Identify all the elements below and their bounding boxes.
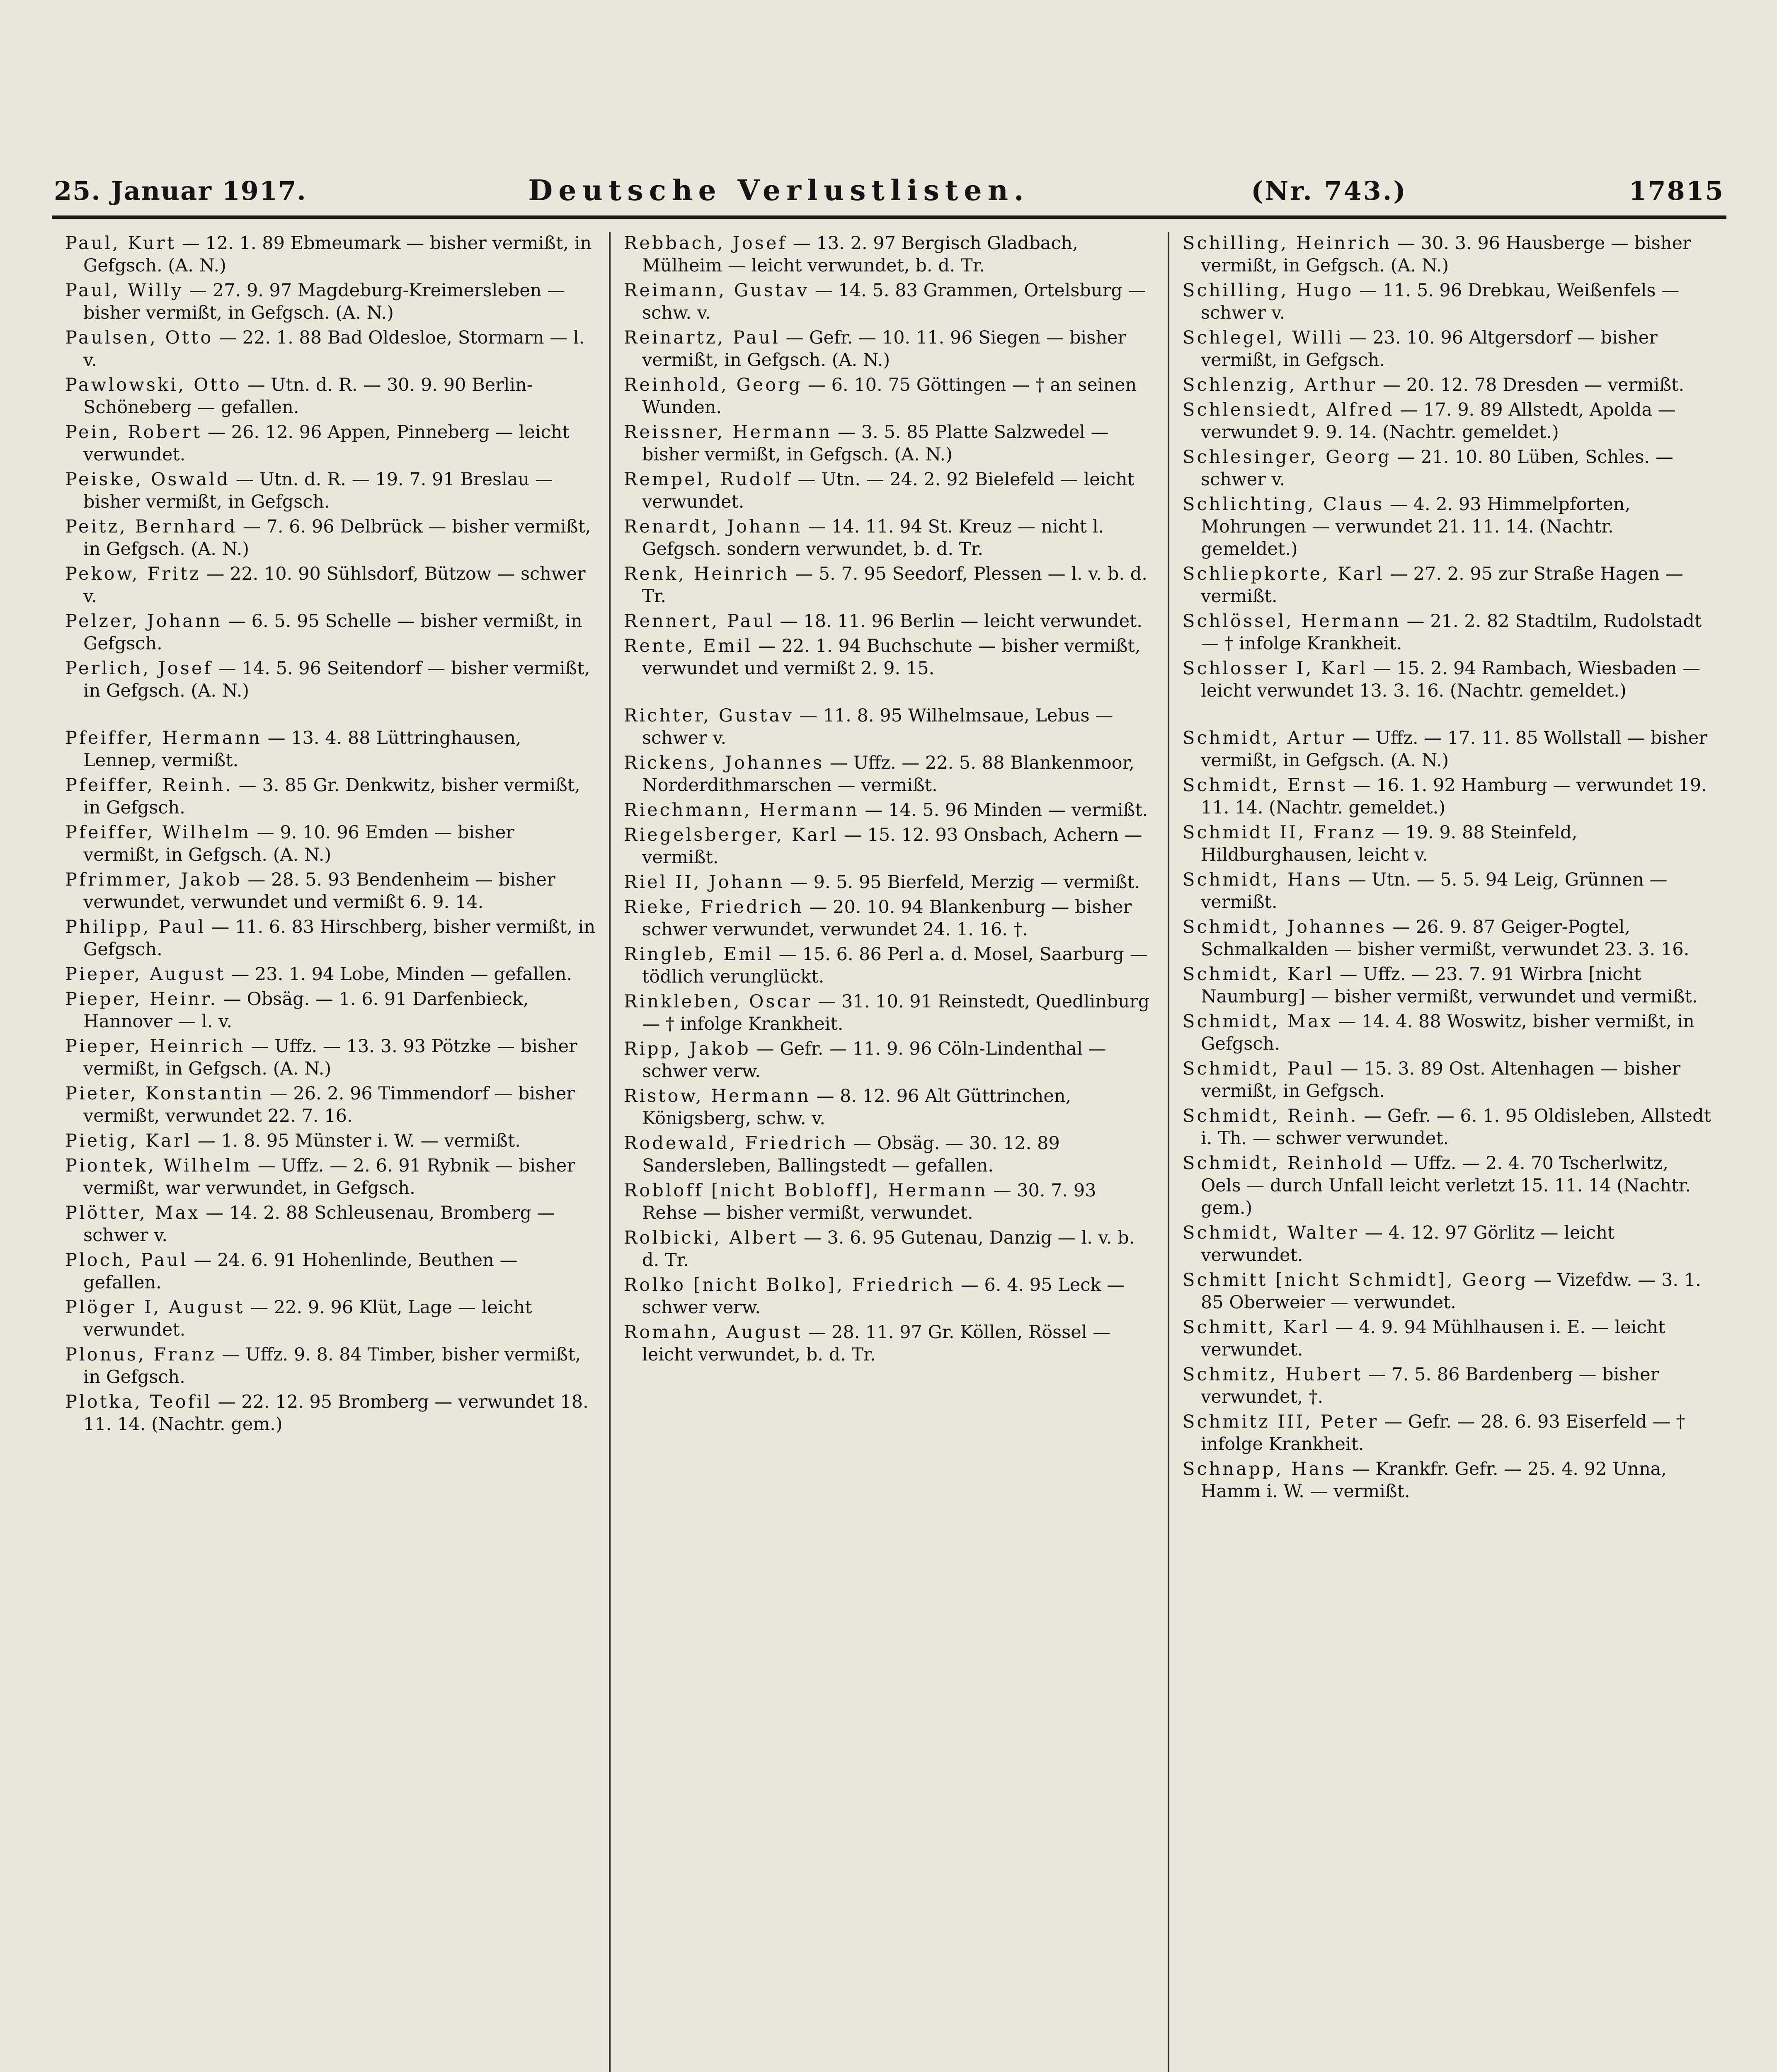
header-rule	[52, 215, 1726, 219]
entry-details: — Uffz. — 2. 6. 91 Rybnik — bisher vermißt, war verwundet, in Gefgsch.	[83, 1155, 575, 1198]
entry-details: — 11. 8. 95 Wilhelmsaue, Lebus — schwer v.	[642, 705, 1113, 748]
list-item	[1183, 327, 1713, 371]
entry-details: — 22. 1. 94 Buchschute — bisher vermißt, verwundet und vermißt 2. 9. 15.	[642, 636, 1141, 679]
entry-name: Schmidt, Hans	[1183, 869, 1343, 890]
entry-name: Pietig, Karl	[65, 1130, 192, 1151]
section-gap	[1183, 704, 1713, 727]
list-item	[624, 563, 1154, 608]
entry-name: Schlensiedt, Alfred	[1183, 399, 1394, 420]
entry-name: Schmitz, Hubert	[1183, 1364, 1363, 1385]
entry-details: — 31. 10. 91 Reinstedt, Quedlinburg — † infolge Krankheit.	[642, 991, 1150, 1034]
entry-name: Plotka, Teofil	[65, 1392, 212, 1412]
list-item	[65, 916, 596, 961]
list-group	[65, 727, 596, 1435]
list-item	[65, 327, 596, 371]
entry-details: — Uffz. — 22. 5. 88 Blankenmoor, Norderdithmarschen — vermißt.	[642, 753, 1135, 796]
entry-details: — 15. 3. 89 Ost. Altenhagen — bisher vermißt, in Gefgsch.	[1201, 1058, 1681, 1101]
entry-details: — 20. 10. 94 Blankenburg — bisher schwer verwundet, verwundet 24. 1. 16. †.	[642, 897, 1132, 940]
list-item	[624, 610, 1154, 632]
entry-details: — 14. 11. 94 St. Kreuz — nicht l. Gefgsch. sondern verwundet, b. d. Tr.	[642, 516, 1104, 559]
list-item	[624, 1321, 1154, 1366]
list-item	[65, 279, 596, 324]
list-item	[624, 374, 1154, 419]
list-item	[1183, 279, 1713, 324]
entry-name: Reinartz, Paul	[624, 327, 780, 348]
list-item	[624, 516, 1154, 560]
entry-details: — 14. 5. 96 Seitendorf — bisher vermißt, in Gefgsch. (A. N.)	[83, 658, 590, 701]
section-gap	[65, 704, 596, 727]
list-item	[624, 1085, 1154, 1130]
entry-details: — 11. 5. 96 Drebkau, Weißenfels — schwer v.	[1201, 280, 1680, 323]
list-item	[65, 516, 596, 560]
entry-details: — 22. 1. 88 Bad Oldesloe, Stormarn — l. v.	[83, 327, 585, 370]
section-gap	[624, 682, 1154, 704]
entry-name: Rente, Emil	[624, 636, 753, 656]
entry-name: Plötter, Max	[65, 1203, 200, 1223]
list-item	[624, 279, 1154, 324]
entry-details: — Uffz. — 2. 4. 70 Tscherlwitz, Oels — durch Unfall leicht verletzt 15. 11. 14 (Nachtr. gem.)	[1201, 1153, 1691, 1218]
column-2	[609, 232, 1168, 2072]
list-item	[1183, 493, 1713, 560]
list-item	[65, 821, 596, 866]
entry-name: Piontek, Wilhelm	[65, 1155, 252, 1176]
entry-name: Rempel, Rudolf	[624, 469, 792, 490]
entry-details: — 19. 9. 88 Steinfeld, Hildburghausen, leicht v.	[1201, 822, 1578, 865]
list-item	[624, 1274, 1154, 1319]
entry-details: — 1. 8. 95 Münster i. W. — vermißt.	[197, 1130, 521, 1151]
entry-details: — 14. 4. 88 Woswitz, bisher vermißt, in Gefgsch.	[1201, 1011, 1695, 1054]
entry-name: Schmidt, Walter	[1183, 1222, 1360, 1243]
list-item	[65, 468, 596, 513]
issue-date: 25. Januar 1917.	[54, 175, 307, 206]
entry-name: Peitz, Bernhard	[65, 516, 238, 537]
column-1	[52, 232, 609, 2072]
list-item	[1183, 1269, 1713, 1314]
entry-details: — 6. 10. 75 Göttingen — † an seinen Wunden.	[642, 375, 1137, 418]
entry-name: Ripp, Jakob	[624, 1038, 751, 1059]
entry-details: — 17. 9. 89 Allstedt, Apolda — verwundet 9. 9. 14. (Nachtr. gemeldet.)	[1201, 399, 1676, 443]
entry-details: — 14. 5. 96 Minden — vermißt.	[865, 800, 1148, 821]
entry-name: Schmidt, Karl	[1183, 964, 1334, 985]
list-item	[65, 1130, 596, 1152]
list-item	[65, 727, 596, 772]
entry-details: — 28. 5. 93 Bendenheim — bisher verwundet, verwundet und vermißt 6. 9. 14.	[83, 869, 555, 913]
entry-name: Pieper, Heinr.	[65, 989, 218, 1009]
list-item	[624, 752, 1154, 796]
entry-details: — Uffz. — 23. 7. 91 Wirbra [nicht Naumburg] — bisher vermißt, verwundet und vermißt.	[1201, 964, 1698, 1007]
list-item	[65, 1082, 596, 1127]
list-item	[624, 1179, 1154, 1224]
entry-details: — 7. 5. 86 Bardenberg — bisher verwundet, †.	[1201, 1364, 1659, 1407]
entry-name: Pfeiffer, Reinh.	[65, 775, 233, 796]
entry-details: — 14. 2. 88 Schleusenau, Bromberg — schwer v.	[83, 1203, 555, 1246]
list-item	[1183, 821, 1713, 866]
entry-name: Pfrimmer, Jakob	[65, 869, 242, 890]
entry-name: Rieke, Friedrich	[624, 897, 804, 917]
entry-details: — 23. 10. 96 Altgersdorf — bisher vermißt, in Gefgsch.	[1201, 327, 1658, 370]
list-item	[65, 374, 596, 419]
list-item	[624, 232, 1154, 277]
entry-details: — Vizefdw. — 3. 1. 85 Oberweier — verwundet.	[1201, 1270, 1701, 1313]
entry-details: — Gefr. — 28. 6. 93 Eiserfeld — † infolge Krankheit.	[1201, 1411, 1685, 1455]
entry-name: Schmidt, Reinhold	[1183, 1153, 1385, 1174]
list-item	[624, 824, 1154, 869]
entry-name: Schmidt, Artur	[1183, 728, 1347, 748]
entry-details: — 22. 12. 95 Bromberg — verwundet 18. 11. 14. (Nachtr. gem.)	[83, 1392, 589, 1435]
entry-name: Riegelsberger, Karl	[624, 825, 839, 845]
entry-details: — 14. 5. 83 Grammen, Ortelsburg — schw. v.	[642, 280, 1146, 323]
entry-name: Schlichting, Claus	[1183, 494, 1384, 515]
list-item	[1183, 610, 1713, 655]
list-item	[65, 657, 596, 702]
entry-name: Rickens, Johannes	[624, 753, 824, 773]
list-item	[1183, 869, 1713, 913]
entry-name: Plonus, Franz	[65, 1344, 216, 1365]
list-item	[65, 963, 596, 985]
list-item	[624, 943, 1154, 988]
entry-details: — 7. 6. 96 Delbrück — bisher vermißt, in Gefgsch. (A. N.)	[83, 516, 591, 559]
list-item	[1183, 657, 1713, 702]
entry-details: — Utn. — 24. 2. 92 Bielefeld — leicht verwundet.	[642, 469, 1135, 512]
list-item	[1183, 1411, 1713, 1455]
entry-details: — Gefr. — 10. 11. 96 Siegen — bisher vermißt, in Gefgsch. (A. N.)	[642, 327, 1126, 370]
entry-details: — 23. 1. 94 Lobe, Minden — gefallen.	[231, 964, 572, 985]
entry-name: Riechmann, Hermann	[624, 800, 859, 821]
list-item	[1183, 1058, 1713, 1102]
list-group	[1183, 727, 1713, 1503]
entry-name: Ploch, Paul	[65, 1250, 188, 1271]
entry-details: — 4. 9. 94 Mühlhausen i. E. — leicht verwundet.	[1201, 1317, 1665, 1360]
entry-name: Riel II, Johann	[624, 872, 785, 893]
entry-details: — 15. 2. 94 Rambach, Wiesbaden — leicht verwundet 13. 3. 16. (Nachtr. gemeldet.)	[1201, 658, 1700, 701]
issue-number: (Nr. 743.)	[1251, 175, 1407, 206]
entry-details: — 16. 1. 92 Hamburg — verwundet 19. 11. 14. (Nachtr. gemeldet.)	[1201, 775, 1707, 818]
entry-name: Schmidt, Ernst	[1183, 775, 1347, 796]
list-item	[65, 610, 596, 655]
entry-details: — Gefr. — 6. 1. 95 Oldisleben, Allstedt i. Th. — schwer verwundet.	[1201, 1106, 1711, 1149]
list-item	[65, 1202, 596, 1247]
entry-name: Rebbach, Josef	[624, 233, 788, 254]
entry-name: Romahn, August	[624, 1322, 802, 1343]
list-item	[65, 421, 596, 466]
entry-name: Pelzer, Johann	[65, 611, 223, 632]
entry-name: Rolbicki, Albert	[624, 1227, 798, 1248]
entry-details: — 18. 11. 96 Berlin — leicht verwundet.	[780, 611, 1142, 632]
entry-name: Pein, Robert	[65, 422, 202, 443]
entry-details: — 21. 10. 80 Lüben, Schles. — schwer v.	[1201, 447, 1673, 490]
list-item	[65, 1296, 596, 1341]
list-item	[65, 1391, 596, 1435]
list-item	[624, 1132, 1154, 1177]
entry-details: — Uffz. 9. 8. 84 Timber, bisher vermißt, in Gefgsch.	[83, 1344, 581, 1387]
entry-name: Perlich, Josef	[65, 658, 213, 679]
entry-details: — 26. 9. 87 Geiger-Pogtel, Schmalkalden — bisher vermißt, verwundet 23. 3. 16.	[1201, 917, 1690, 960]
entry-details: — 12. 1. 89 Ebmeumark — bisher vermißt, in Gefgsch. (A. N.)	[83, 233, 592, 276]
entry-details: — Utn. — 5. 5. 94 Leig, Grünnen — vermißt.	[1201, 869, 1668, 913]
entry-name: Reimann, Gustav	[624, 280, 810, 301]
entry-name: Pieper, Heinrich	[65, 1036, 245, 1057]
entry-details: — 6. 5. 95 Schelle — bisher vermißt, in Gefgsch.	[83, 611, 582, 654]
list-item	[624, 468, 1154, 513]
entry-name: Schliepkorte, Karl	[1183, 564, 1384, 584]
entry-name: Philipp, Paul	[65, 917, 206, 937]
entry-name: Schlosser I, Karl	[1183, 658, 1368, 679]
entry-name: Ristow, Hermann	[624, 1086, 811, 1106]
page-header	[54, 170, 1724, 211]
entry-name: Peiske, Oswald	[65, 469, 230, 490]
entry-details: — 13. 4. 88 Lüttringhausen, Lennep, vermißt.	[83, 728, 521, 771]
list-item	[624, 1038, 1154, 1082]
entry-details: — 3. 85 Gr. Denkwitz, bisher vermißt, in Gefgsch.	[83, 775, 580, 818]
list-item	[624, 704, 1154, 749]
entry-details: — 27. 2. 95 zur Straße Hagen — vermißt.	[1201, 564, 1683, 607]
entry-details: — 15. 12. 93 Onsbach, Achern — vermißt.	[642, 825, 1142, 868]
list-item	[1183, 1010, 1713, 1055]
entry-details: — 8. 12. 96 Alt Güttrinchen, Königsberg, schw. v.	[642, 1086, 1072, 1129]
entry-name: Rolko [nicht Bolko], Friedrich	[624, 1275, 955, 1295]
list-item	[1183, 1316, 1713, 1361]
list-group	[1183, 232, 1713, 702]
entry-details: — Obsäg. — 1. 6. 91 Darfenbieck, Hannover — l. v.	[83, 989, 529, 1032]
entry-details: — Uffz. — 13. 3. 93 Pötzke — bisher vermißt, in Gefgsch. (A. N.)	[83, 1036, 577, 1079]
entry-name: Schmidt, Johannes	[1183, 917, 1387, 937]
list-group	[624, 232, 1154, 680]
entry-name: Schmidt II, Franz	[1183, 822, 1376, 843]
list-item	[1183, 374, 1713, 396]
entry-name: Paulsen, Otto	[65, 327, 213, 348]
entry-details: — 26. 2. 96 Timmendorf — bisher vermißt, verwundet 22. 7. 16.	[83, 1083, 575, 1126]
entry-details: — 28. 11. 97 Gr. Köllen, Rössel — leicht verwundet, b. d. Tr.	[642, 1322, 1111, 1365]
list-item	[624, 990, 1154, 1035]
list-item	[624, 871, 1154, 893]
list-item	[1183, 916, 1713, 961]
entry-name: Ringleb, Emil	[624, 944, 773, 965]
entry-name: Schmidt, Max	[1183, 1011, 1333, 1032]
list-item	[624, 421, 1154, 466]
entry-details: — 13. 2. 97 Bergisch Gladbach, Mülheim — leicht verwundet, b. d. Tr.	[642, 233, 1078, 276]
entry-name: Pfeiffer, Wilhelm	[65, 822, 251, 843]
entry-details: — 22. 9. 96 Klüt, Lage — leicht verwundet.	[83, 1297, 532, 1340]
entry-name: Schlesinger, Georg	[1183, 447, 1392, 467]
entry-details: — 11. 6. 83 Hirschberg, bisher vermißt, in Gefgsch.	[83, 917, 596, 960]
entry-name: Schmitt [nicht Schmidt], Georg	[1183, 1270, 1528, 1290]
entry-name: Schlegel, Willi	[1183, 327, 1343, 348]
list-item	[624, 799, 1154, 821]
entry-name: Robloff [nicht Bobloff], Hermann	[624, 1180, 988, 1201]
entry-name: Schlenzig, Arthur	[1183, 375, 1377, 395]
list-item	[1183, 1222, 1713, 1266]
entry-details: — 22. 10. 90 Sühlsdorf, Bützow — schwer v.	[83, 564, 586, 607]
casualty-list	[52, 232, 1726, 2072]
entry-name: Paul, Kurt	[65, 233, 177, 254]
publication-title: Deutsche Verlustlisten.	[528, 174, 1030, 207]
entry-name: Schmidt, Paul	[1183, 1058, 1335, 1079]
entry-name: Reinhold, Georg	[624, 375, 802, 395]
entry-name: Schnapp, Hans	[1183, 1459, 1346, 1479]
page-number: 17815	[1629, 175, 1724, 206]
entry-details: — Gefr. — 11. 9. 96 Cöln-Lindenthal — schwer verw.	[642, 1038, 1106, 1082]
entry-details: — 26. 12. 96 Appen, Pinneberg — leicht verwundet.	[83, 422, 570, 465]
list-item	[1183, 1105, 1713, 1150]
entry-name: Paul, Willy	[65, 280, 184, 301]
entry-details: — Utn. d. R. — 30. 9. 90 Berlin-Schöneberg — gefallen.	[83, 375, 533, 418]
entry-details: — Uffz. — 17. 11. 85 Wollstall — bisher vermißt, in Gefgsch. (A. N.)	[1201, 728, 1707, 771]
entry-name: Renardt, Johann	[624, 516, 802, 537]
entry-name: Pekow, Fritz	[65, 564, 201, 584]
entry-name: Richter, Gustav	[624, 705, 794, 726]
entry-details: — 3. 5. 85 Platte Salzwedel — bisher vermißt, in Gefgsch. (A. N.)	[642, 422, 1109, 465]
entry-name: Schmitz III, Peter	[1183, 1411, 1379, 1432]
list-item	[65, 988, 596, 1033]
entry-details: — Obsäg. — 30. 12. 89 Sandersleben, Ballingstedt — gefallen.	[642, 1133, 1060, 1176]
entry-name: Pawlowski, Otto	[65, 375, 242, 395]
entry-details: — 5. 7. 95 Seedorf, Plessen — l. v. b. d. Tr.	[642, 564, 1147, 607]
list-group	[624, 704, 1154, 1366]
entry-name: Rennert, Paul	[624, 611, 774, 632]
entry-name: Schilling, Heinrich	[1183, 233, 1392, 254]
entry-name: Schmitt, Karl	[1183, 1317, 1330, 1338]
list-item	[65, 869, 596, 913]
entry-details: — 27. 9. 97 Magdeburg-Kreimersleben — bisher vermißt, in Gefgsch. (A. N.)	[83, 280, 565, 323]
list-item	[624, 635, 1154, 680]
entry-details: — Utn. d. R. — 19. 7. 91 Breslau — bisher vermißt, in Gefgsch.	[83, 469, 553, 512]
list-item	[1183, 446, 1713, 491]
entry-details: — 15. 6. 86 Perl a. d. Mosel, Saarburg — tödlich verunglückt.	[642, 944, 1148, 987]
list-item	[1183, 727, 1713, 772]
list-item	[65, 1249, 596, 1294]
entry-name: Pfeiffer, Hermann	[65, 728, 262, 748]
entry-name: Schilling, Hugo	[1183, 280, 1354, 301]
list-item	[1183, 1152, 1713, 1219]
list-item	[1183, 963, 1713, 1008]
column-3	[1168, 232, 1726, 2072]
entry-details: — 21. 2. 82 Stadtilm, Rudolstadt — † infolge Krankheit.	[1201, 611, 1702, 654]
entry-name: Schlössel, Hermann	[1183, 611, 1401, 632]
list-item	[1183, 774, 1713, 819]
entry-details: — 20. 12. 78 Dresden — vermißt.	[1382, 375, 1685, 395]
entry-details: — Krankfr. Gefr. — 25. 4. 92 Unna, Hamm i. W. — vermißt.	[1201, 1459, 1667, 1502]
list-group	[65, 232, 596, 702]
list-item	[65, 1035, 596, 1080]
list-item	[624, 896, 1154, 941]
list-item	[65, 774, 596, 819]
list-item	[1183, 1363, 1713, 1408]
entry-name: Pieter, Konstantin	[65, 1083, 264, 1104]
entry-details: — 30. 3. 96 Hausberge — bisher vermißt, in Gefgsch. (A. N.)	[1201, 233, 1691, 276]
list-item	[65, 1155, 596, 1199]
entry-details: — 6. 4. 95 Leck — schwer verw.	[642, 1275, 1125, 1318]
entry-details: — 24. 6. 91 Hohenlinde, Beuthen — gefallen.	[83, 1250, 518, 1293]
list-item	[624, 327, 1154, 371]
entry-details: — 30. 7. 93 Rehse — bisher vermißt, verwundet.	[642, 1180, 1096, 1223]
list-item	[65, 1343, 596, 1388]
entry-name: Pieper, August	[65, 964, 226, 985]
entry-details: — 4. 12. 97 Görlitz — leicht verwundet.	[1201, 1222, 1615, 1266]
entry-name: Schmidt, Reinh.	[1183, 1106, 1358, 1126]
entry-name: Rodewald, Friedrich	[624, 1133, 848, 1154]
entry-details: — 9. 10. 96 Emden — bisher vermißt, in Gefgsch. (A. N.)	[83, 822, 514, 865]
entry-details: — 3. 6. 95 Gutenau, Danzig — l. v. b. d. Tr.	[642, 1227, 1135, 1271]
list-item	[1183, 399, 1713, 443]
entry-details: — 9. 5. 95 Bierfeld, Merzig — vermißt.	[790, 872, 1140, 893]
entry-details: — 4. 2. 93 Himmelpforten, Mohrungen — verwundet 21. 11. 14. (Nachtr. gemeldet.)	[1201, 494, 1631, 559]
list-item	[1183, 1458, 1713, 1503]
list-item	[1183, 563, 1713, 608]
list-item	[624, 1227, 1154, 1271]
entry-name: Renk, Heinrich	[624, 564, 790, 584]
entry-name: Rinkleben, Oscar	[624, 991, 812, 1012]
entry-name: Plöger I, August	[65, 1297, 245, 1318]
list-item	[65, 563, 596, 608]
list-item	[65, 232, 596, 277]
list-item	[1183, 232, 1713, 277]
entry-name: Reissner, Hermann	[624, 422, 832, 443]
